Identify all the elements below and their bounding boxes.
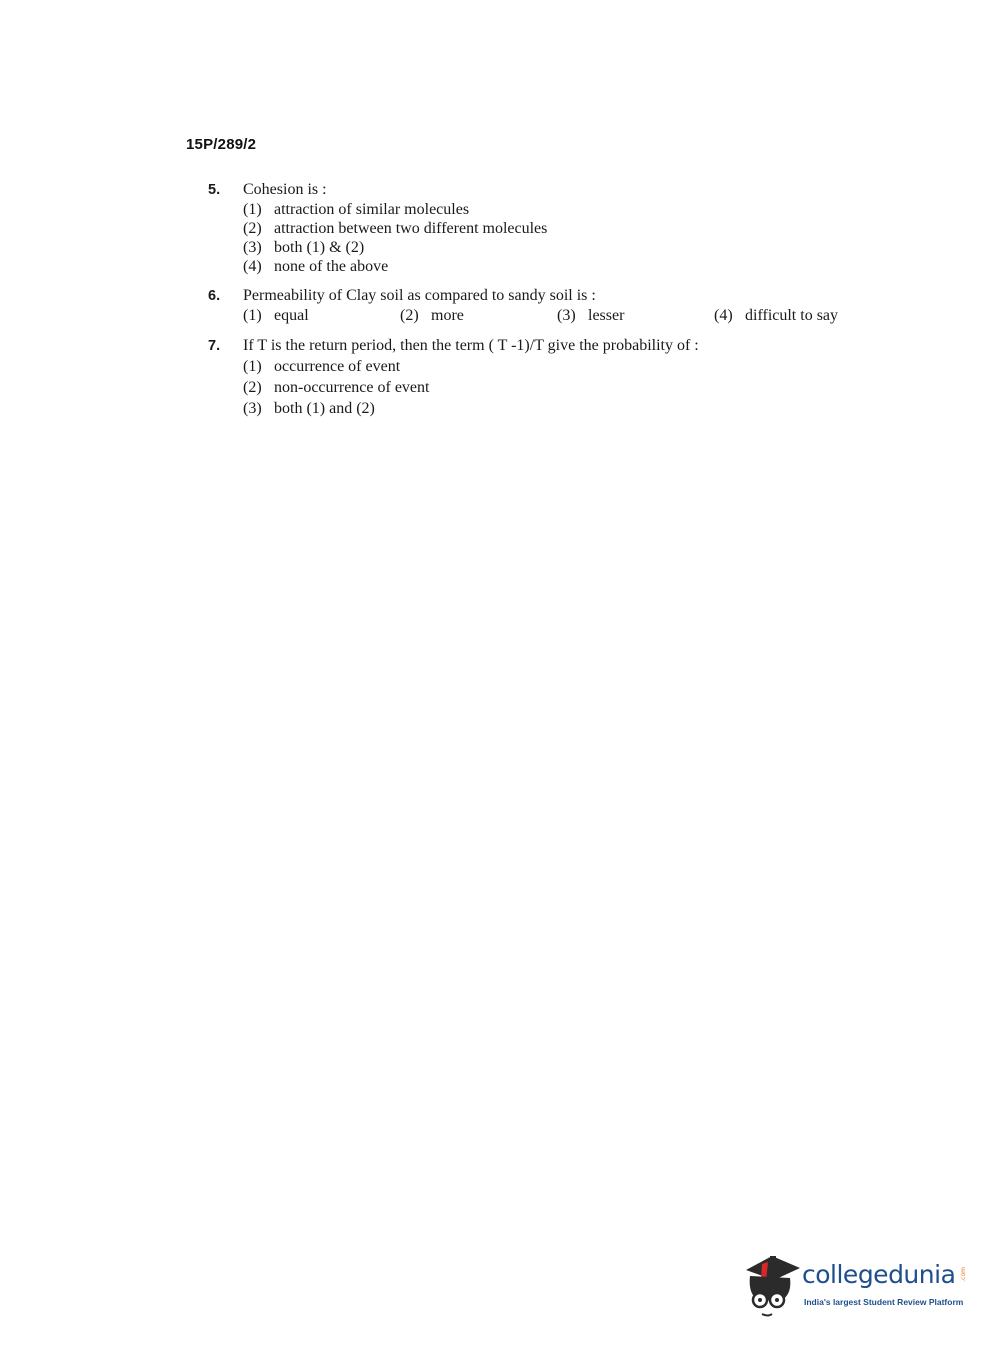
brand-name: collegedunia <box>802 1260 956 1289</box>
question-number: 5. <box>208 182 221 198</box>
option: (1) equal <box>243 307 309 324</box>
option: (3) both (1) & (2) <box>243 239 365 256</box>
options-list <box>243 200 868 276</box>
mascot-icon <box>742 1250 802 1320</box>
option: (2) non-occurrence of event <box>243 379 430 396</box>
paper-code: 15P/289/2 <box>186 136 257 153</box>
question-number: 7. <box>208 338 221 354</box>
option: (2) more <box>400 307 464 324</box>
question-text: Permeability of Clay soil as compared to sandy soil is : <box>243 287 596 304</box>
option: (3) lesser <box>557 307 625 324</box>
question-number: 6. <box>208 288 221 304</box>
brand-tagline: India's largest Student Review Platform <box>804 1297 964 1307</box>
option: (1) occurrence of event <box>243 358 401 375</box>
options-list <box>243 356 868 419</box>
question-6 <box>208 286 868 325</box>
option: (4) none of the above <box>243 258 389 275</box>
option: (2) attraction between two different molecules <box>243 220 548 237</box>
question-5 <box>208 180 868 276</box>
question-7 <box>208 336 868 419</box>
option: (4) difficult to say <box>714 307 839 324</box>
options-row <box>243 306 868 325</box>
collegedunia-logo <box>742 1250 972 1320</box>
brand-domain-suffix: .com <box>960 1267 967 1282</box>
option: (1) attraction of similar molecules <box>243 201 470 218</box>
option: (3) both (1) and (2) <box>243 400 375 417</box>
question-text: If T is the return period, then the term ( T -1)/T give the probability of : <box>243 337 699 354</box>
question-text: Cohesion is : <box>243 181 327 198</box>
